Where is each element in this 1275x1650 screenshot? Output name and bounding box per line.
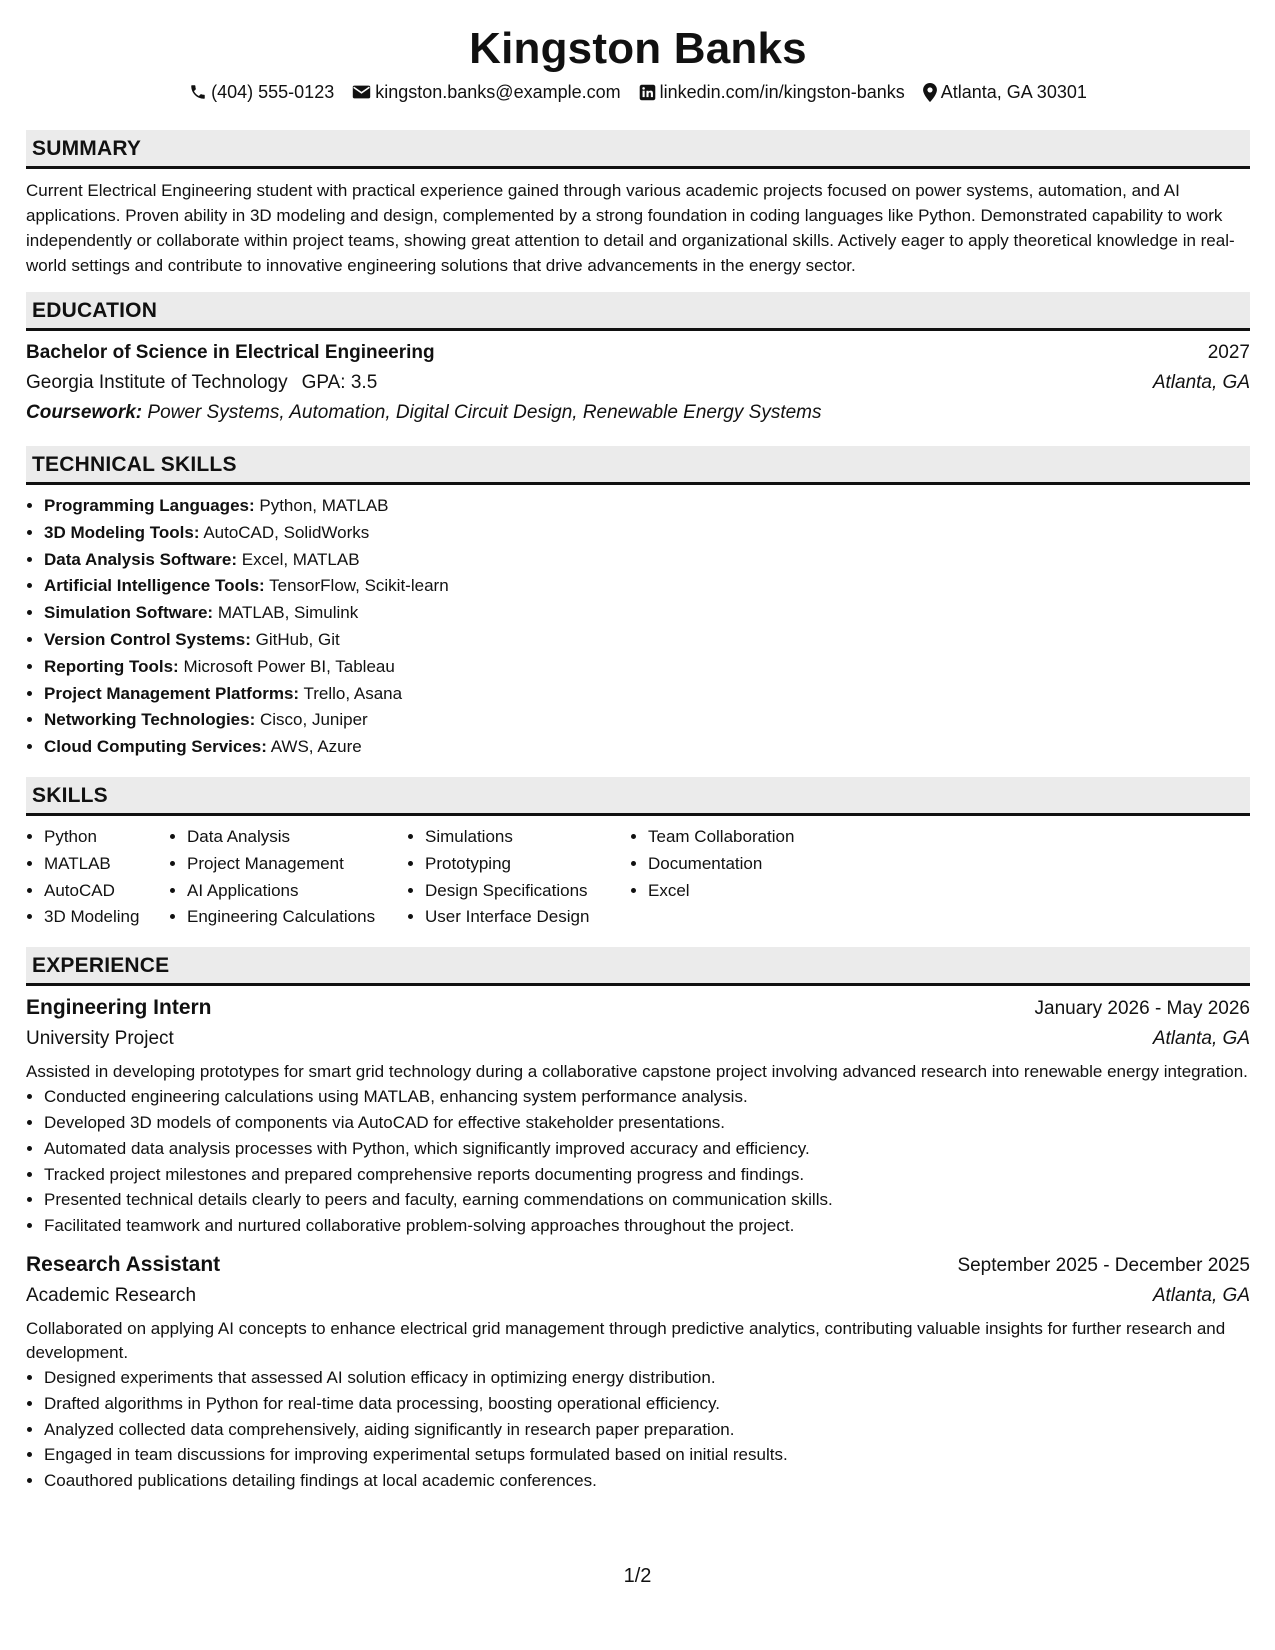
resume-page (26, 0, 1250, 1494)
list-item (44, 707, 1250, 734)
list-item: • User Interface Design (425, 904, 630, 931)
skills-column-4 (630, 824, 868, 931)
phone-icon (189, 83, 207, 101)
envelope-icon (352, 84, 371, 100)
job-bullets (26, 1084, 1250, 1239)
skill-values: AWS, Azure (270, 737, 362, 757)
education-degree-row (26, 340, 1250, 366)
list-item: • Project Management (187, 851, 407, 878)
list-item: • Automated data analysis processes with Python, which significantly improved accuracy and efficiency. (44, 1136, 1250, 1162)
list-item (44, 520, 1250, 547)
job-dates: September 2025 - December 2025 (957, 1254, 1250, 1276)
list-item: • Coauthored publications detailing findings at local academic conferences. (44, 1468, 1250, 1494)
school-location: Atlanta, GA (1152, 372, 1250, 393)
skill-values: AutoCAD, SolidWorks (203, 522, 370, 542)
job-title: Research Assistant (26, 1252, 221, 1276)
candidate-name: Kingston Banks (469, 24, 807, 73)
contact-email[interactable] (352, 80, 620, 104)
skill-category: Programming Languages: (44, 496, 255, 515)
skill-values: GitHub, Git (255, 629, 340, 649)
technical-skills-list (26, 493, 1250, 761)
job-location: Atlanta, GA (1152, 1028, 1250, 1050)
list-item: • 3D Modeling (44, 904, 169, 931)
page-number: 1/2 (623, 1565, 652, 1587)
summary-heading: SUMMARY (26, 130, 1250, 169)
job-title-row (26, 994, 1250, 1023)
skill-category: 3D Modeling Tools: (44, 522, 200, 542)
list-item (44, 734, 1250, 761)
list-item (44, 493, 1250, 520)
list-item: • Tracked project milestones and prepared comprehensive reports documenting progress and findings. (44, 1162, 1250, 1188)
list-item: • AI Applications (187, 878, 407, 905)
skill-category: Cloud Computing Services: (44, 737, 267, 757)
contact-bar (26, 80, 1250, 104)
skills-columns (26, 824, 1250, 931)
skill-category: Version Control Systems: (44, 629, 251, 649)
skill-values: TensorFlow, Scikit-learn (269, 576, 449, 596)
list-item: • Python (44, 824, 169, 851)
job-organization: University Project (26, 1028, 174, 1050)
skill-category: Reporting Tools: (44, 656, 179, 676)
skill-values: MATLAB, Simulink (217, 603, 359, 623)
education-heading: EDUCATION (26, 292, 1250, 331)
list-item: • Data Analysis (187, 824, 407, 851)
list-item: • Team Collaboration (648, 824, 868, 851)
list-item: • Design Specifications (425, 878, 630, 905)
education-school-row (26, 370, 1250, 396)
skill-values: Excel, MATLAB (241, 549, 360, 569)
phone-text: (404) 555-0123 (211, 82, 335, 102)
skills-column-2 (169, 824, 407, 931)
linkedin-text[interactable]: linkedin.com/in/kingston-banks (659, 82, 905, 102)
skill-values: Cisco, Juniper (260, 710, 368, 730)
skill-values: Microsoft Power BI, Tableau (183, 656, 395, 676)
coursework (26, 400, 1250, 426)
skills-heading: SKILLS (26, 777, 1250, 816)
list-item (44, 627, 1250, 654)
summary-text: Current Electrical Engineering student with practical experience gained through various academic projects focused on power systems, automation, and AI applications. Proven ability in 3D modeling and design, complemented by a strong foundation in coding languages like Python. Demonstrated capability to work independently or collaborate within project teams, showing great attention to detail and organizational skills. Actively eager to apply theoretical knowledge in real-world settings and contribute to innovative engineering solutions that drive advancements in the energy sector. (26, 181, 1235, 275)
experience-heading: EXPERIENCE (26, 947, 1250, 986)
skill-values: Trello, Asana (303, 683, 403, 703)
list-item: • Documentation (648, 851, 868, 878)
skill-category: Networking Technologies: (44, 710, 256, 730)
coursework-label: Coursework: (26, 402, 143, 423)
list-item: • Developed 3D models of components via AutoCAD for effective stakeholder presentations. (44, 1110, 1250, 1136)
school-info (26, 370, 377, 396)
list-item: • Conducted engineering calculations using MATLAB, enhancing system performance analysis. (44, 1084, 1250, 1110)
degree-title: Bachelor of Science in Electrical Engineering (26, 342, 435, 363)
coursework-list: Power Systems, Automation, Digital Circuit Design, Renewable Energy Systems (147, 402, 822, 423)
list-item: • Prototyping (425, 851, 630, 878)
email-text[interactable]: kingston.banks@example.com (375, 82, 621, 102)
job-title: Engineering Intern (26, 996, 212, 1020)
linkedin-icon (639, 84, 656, 101)
contact-linkedin[interactable] (639, 80, 905, 104)
job-location: Atlanta, GA (1152, 1284, 1250, 1306)
list-item: • Engineering Calculations (187, 904, 407, 931)
list-item: • Designed experiments that assessed AI solution efficacy in optimizing energy distribution. (44, 1365, 1250, 1391)
technical-skills-section (26, 446, 1250, 761)
skills-column-3 (407, 824, 630, 931)
gpa: GPA: 3.5 (301, 372, 378, 393)
skill-category: Simulation Software: (44, 603, 214, 623)
list-item: • Engaged in team discussions for improving experimental setups formulated based on initial results. (44, 1442, 1250, 1468)
list-item: • Facilitated teamwork and nurtured collaborative problem-solving approaches throughout the project. (44, 1213, 1250, 1239)
job-organization: Academic Research (26, 1284, 197, 1306)
list-item: • Presented technical details clearly to peers and faculty, earning commendations on communication skills. (44, 1187, 1250, 1213)
skills-section (26, 777, 1250, 931)
list-item (44, 573, 1250, 600)
skill-category: Artificial Intelligence Tools: (44, 576, 265, 596)
list-item (44, 600, 1250, 627)
job-description: Assisted in developing prototypes for smart grid technology during a collaborative capstone project involving advanced research into renewable energy integration. (26, 1062, 1248, 1082)
list-item: • Simulations (425, 824, 630, 851)
job-org-row (26, 1026, 1250, 1052)
list-item (44, 681, 1250, 708)
skill-values: Python, MATLAB (259, 496, 389, 515)
location-text: Atlanta, GA 30301 (940, 82, 1087, 102)
list-item (44, 547, 1250, 574)
experience-section (26, 947, 1250, 1494)
job-org-row (26, 1283, 1250, 1309)
technical-skills-heading: TECHNICAL SKILLS (26, 446, 1250, 485)
summary-section (26, 130, 1250, 278)
list-item: • MATLAB (44, 851, 169, 878)
education-section (26, 292, 1250, 426)
list-item: • Drafted algorithms in Python for real-time data processing, boosting operational efficiency. (44, 1391, 1250, 1417)
graduation-year: 2027 (1207, 342, 1250, 363)
list-item: • AutoCAD (44, 878, 169, 905)
school-name: Georgia Institute of Technology (26, 372, 288, 393)
skill-category: Project Management Platforms: (44, 683, 300, 703)
job-entry (26, 1251, 1250, 1494)
list-item: • Excel (648, 878, 868, 905)
list-item (44, 654, 1250, 681)
skills-column-1 (26, 824, 169, 931)
job-entry (26, 994, 1250, 1239)
job-description: Collaborated on applying AI concepts to enhance electrical grid management through predictive analytics, contributing valuable insights for further research and development. (26, 1318, 1226, 1362)
job-dates: January 2026 - May 2026 (1034, 998, 1250, 1020)
contact-phone (189, 80, 334, 104)
skill-category: Data Analysis Software: (44, 549, 238, 569)
job-bullets (26, 1365, 1250, 1494)
map-marker-icon (923, 83, 937, 102)
list-item: • Analyzed collected data comprehensively, aiding significantly in research paper preparation. (44, 1417, 1250, 1443)
job-title-row (26, 1251, 1250, 1280)
contact-location (923, 80, 1087, 104)
